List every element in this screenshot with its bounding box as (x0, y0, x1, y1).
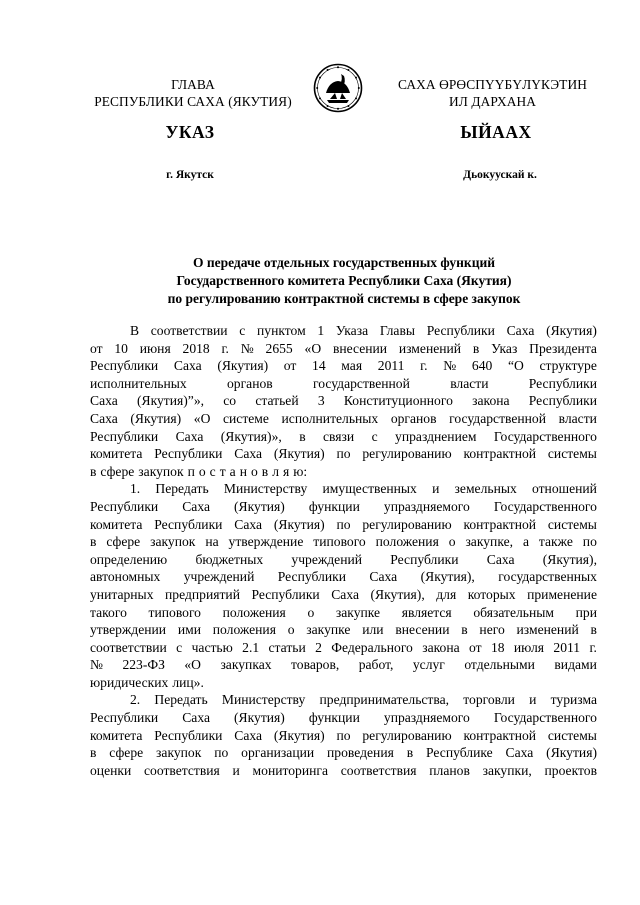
body-word: государственной (449, 410, 547, 426)
body-word: государственной (313, 375, 410, 391)
body-word: 3 (317, 393, 325, 409)
body-word: № (240, 340, 254, 356)
body-word: внесении (395, 622, 450, 638)
body-word: видами (554, 657, 597, 673)
body-word: соответствии (150, 323, 228, 338)
body-word: июня (139, 340, 171, 356)
body-word: (Якутия), (420, 569, 475, 585)
body-line (90, 639, 597, 657)
body-word: Саха (182, 498, 210, 514)
body-word: сфере (106, 534, 141, 550)
body-word: (Якутия) (130, 410, 182, 426)
body-word: власти (450, 375, 489, 391)
body-word: в (472, 340, 480, 356)
body-word: органов (390, 410, 437, 426)
body-word: пунктом (257, 323, 306, 338)
body-word: закупке (306, 622, 351, 638)
body-word: 18 (490, 639, 505, 655)
body-word: н (239, 463, 247, 479)
body-word: по (336, 446, 351, 462)
body-word: услуг (412, 657, 445, 673)
body-word: утверждении (90, 622, 167, 638)
body-word: о (448, 534, 456, 550)
body-word: (Якутия), (542, 551, 597, 567)
body-word: положения (375, 534, 439, 550)
body-word: комитета (90, 727, 143, 743)
body-line (90, 375, 597, 393)
body-word: предприятий (165, 586, 240, 602)
body-word: системы (547, 516, 597, 532)
body-word: обязательным (473, 604, 554, 620)
body-word: регулированию (362, 446, 452, 462)
body-word: предпринимательства, (319, 692, 450, 708)
body-word: а (229, 463, 236, 479)
body-word: такого (90, 604, 127, 620)
body-word: контрактной (463, 516, 537, 532)
body-word: Саха (369, 569, 398, 585)
body-word: на (205, 534, 219, 550)
body-word: которых (467, 586, 516, 602)
body-word: о (307, 604, 315, 620)
body-word: по (582, 534, 597, 550)
body-word: Саха (90, 410, 118, 426)
doc-type-right: ЫЙААХ (460, 122, 532, 142)
body-word: (Якутия)», (220, 428, 282, 444)
body-word: бюджетных (195, 551, 264, 567)
body-word: контрактной (463, 727, 537, 743)
body-word: Саха (182, 710, 210, 726)
body-word: закупках (220, 657, 272, 673)
body-line (90, 674, 597, 692)
body-word: также (538, 534, 573, 550)
body-line (90, 445, 597, 463)
body-word: а (522, 534, 529, 550)
body-word: Саха (234, 446, 263, 462)
body-line (90, 480, 597, 498)
body-word: 223-ФЗ (122, 657, 165, 673)
body-word: изменений (398, 340, 462, 356)
body-word: организации (241, 745, 315, 761)
title-line-2: Государственного комитета Республики Саха (Якутия) (176, 273, 512, 288)
body-word: и (529, 692, 537, 708)
body-word: Министерству (221, 692, 306, 708)
body-word: для (436, 586, 457, 602)
body-word: (Якутия) (273, 446, 325, 462)
body-word: системы (547, 727, 597, 743)
body-word: имущественных (322, 481, 417, 497)
body-word: «О (193, 410, 211, 426)
body-word: сфере (100, 463, 135, 479)
body-word: Саха (175, 428, 204, 444)
body-word: регулированию (362, 516, 452, 532)
body-word: 1. (130, 481, 141, 497)
body-word: положения (222, 604, 286, 620)
body-word: унитарных (90, 586, 154, 602)
body-word: 640 (471, 358, 493, 374)
body-word: закупок (156, 745, 202, 761)
body-word: упраздняемого (383, 710, 470, 726)
body-word: Указ (491, 340, 518, 356)
body-word: исполнительных (90, 375, 187, 391)
body-word: Республики (90, 498, 159, 514)
body-word: торговли (463, 692, 515, 708)
body-word: «О (304, 340, 322, 356)
body-word: применение (527, 586, 597, 602)
title-line-3: по регулированию контрактной системы в сфере закупок (167, 291, 521, 306)
body-word: (Якутия) (217, 358, 269, 374)
body-word: контрактной (463, 446, 537, 462)
body-word: учреждений (291, 551, 363, 567)
body-word: (Якутия) (234, 710, 285, 726)
header-left-line-1: ГЛАВА (171, 77, 215, 92)
body-word: г. (589, 639, 597, 655)
body-word: Республики (90, 428, 159, 444)
body-word: по (336, 727, 351, 743)
body-word: изменений (516, 622, 579, 638)
body-word: (Якутия) (273, 727, 325, 743)
body-word: Президента (529, 340, 597, 356)
body-line (90, 498, 597, 516)
body-word: учреждений (183, 569, 255, 585)
body-word: закупок (138, 463, 184, 479)
body-word: Республики (528, 375, 597, 391)
body-word: № (90, 657, 103, 673)
body-word: комитета (90, 516, 143, 532)
body-word: № (443, 358, 457, 374)
body-word: власти (558, 410, 597, 426)
body-word: типового (313, 534, 366, 550)
document-title (100, 254, 588, 308)
body-word: и (432, 481, 440, 497)
body-word: от (283, 358, 297, 374)
body-word: мая (341, 358, 363, 374)
body-line (90, 709, 597, 727)
body-word: «О (184, 657, 201, 673)
body-word: г. (221, 340, 229, 356)
body-word: Государственного (493, 498, 597, 514)
header-left-line-2: РЕСПУБЛИКИ САХА (ЯКУТИЯ) (94, 94, 292, 109)
body-line (90, 586, 597, 604)
body-word: Саха (331, 586, 359, 602)
body-word: Министерству (223, 481, 308, 497)
body-word: с (239, 323, 246, 338)
body-word: о (287, 622, 295, 638)
body-word: отдельными (464, 657, 535, 673)
body-word: Республике (426, 745, 493, 761)
body-word: в (299, 428, 306, 444)
body-line (90, 357, 597, 375)
body-word: отношений (531, 481, 597, 497)
body-word: проведения (327, 745, 394, 761)
body-word: определению (90, 551, 168, 567)
body-word: закона (422, 639, 460, 655)
coat-of-arms-icon (313, 63, 363, 113)
body-word: Саха (234, 727, 263, 743)
body-word: Республики (154, 516, 223, 532)
body-word: Республики (251, 586, 320, 602)
body-word: Государственного (493, 428, 597, 444)
body-word: Республики (154, 446, 223, 462)
body-word: государственных (498, 569, 597, 585)
body-word: 2 (315, 639, 322, 655)
body-word: “О (507, 358, 524, 374)
body-line (90, 727, 597, 745)
body-word: проектов (544, 762, 597, 778)
body-line (90, 463, 597, 481)
body-word: Республики (90, 710, 159, 726)
body-word: (Якутия) (546, 745, 597, 761)
body-word: т (219, 463, 226, 479)
body-line (90, 744, 597, 762)
body-word: работ, (358, 657, 394, 673)
body-word: о (198, 463, 206, 479)
body-word: 2011 (553, 639, 581, 655)
body-word: в (590, 622, 597, 638)
body-word: закона (472, 393, 510, 409)
body-word: (Якутия) (234, 498, 285, 514)
body-word: внесении (332, 340, 388, 356)
body-word: туризма (550, 692, 597, 708)
body-word: Передать (154, 692, 208, 708)
body-word: соответствии (90, 639, 167, 655)
body-word: ими (177, 622, 201, 638)
body-word: от (469, 639, 482, 655)
body-line (90, 340, 597, 358)
body-word: автономных (90, 569, 161, 585)
body-word: закупке, (465, 534, 514, 550)
body-word: упразднением (395, 428, 477, 444)
body-line (90, 516, 597, 534)
body-word: планов (429, 762, 470, 778)
body-word: в (261, 463, 269, 479)
body-word: Главы (379, 323, 416, 338)
body-word: типового (148, 604, 201, 620)
body-word: мониторинга (252, 762, 329, 778)
body-word: 2.1 (242, 639, 260, 655)
body-word: органов (227, 375, 273, 391)
body-word: по (214, 745, 229, 761)
body-line (90, 621, 597, 639)
body-word: (Якутия)”», (137, 393, 205, 409)
body-word: я (283, 463, 290, 479)
body-word: товаров, (291, 657, 340, 673)
body-word: 14 (312, 358, 326, 374)
body-word: с (371, 428, 378, 444)
body-word: Саха (486, 551, 515, 567)
body-word: по (336, 516, 351, 532)
doc-type-left: УКАЗ (165, 122, 215, 142)
body-word: 2011 (377, 358, 405, 374)
body-word: системе (222, 410, 269, 426)
body-word: утверждение (228, 534, 304, 550)
body-word: или (362, 622, 384, 638)
body-word: с (176, 639, 183, 655)
body-word: Государственного (493, 710, 597, 726)
body-word: с (209, 463, 216, 479)
body-word: (Якутия) (273, 516, 325, 532)
document-body (90, 322, 597, 779)
body-word: Указа (335, 323, 369, 338)
body-line (90, 568, 597, 586)
body-word: соответствия (340, 762, 417, 778)
body-word: Республики (90, 358, 159, 374)
body-word: со (223, 393, 237, 409)
body-word: Саха (505, 745, 534, 761)
body-word: В (130, 323, 140, 338)
body-word: сфере (109, 745, 144, 761)
body-word: структуре (539, 358, 597, 374)
body-word: Республики (426, 323, 495, 338)
body-word: закупок (150, 534, 196, 550)
body-word: в (90, 745, 97, 761)
header-right-line-2: ИЛ ДАРХАНА (448, 94, 537, 109)
body-word: земельных (454, 481, 517, 497)
body-word: Саха (234, 516, 263, 532)
body-word: закупки, (482, 762, 532, 778)
body-word: в (90, 534, 97, 550)
body-word: г. (420, 358, 428, 374)
header-right-line-1: САХА ӨРӨСПҮҮБҮЛҮКЭТИН (397, 77, 588, 92)
title-line-1: О передаче отдельных государственных функций (192, 255, 496, 270)
body-word: частью (191, 639, 233, 655)
body-word: п (187, 463, 195, 479)
body-line (90, 322, 597, 340)
body-line (90, 762, 597, 780)
body-word: л (272, 463, 280, 479)
body-word: Республики (277, 569, 346, 585)
body-word: Саха (506, 323, 535, 338)
body-word: положения (212, 622, 276, 638)
body-word: связи (323, 428, 355, 444)
body-word: и (232, 762, 240, 778)
body-word: 1 (317, 323, 325, 338)
body-word: Республики (154, 727, 223, 743)
body-word: является (401, 604, 452, 620)
header-left (88, 76, 298, 110)
body-word: закупке (335, 604, 381, 620)
body-word: Конституционного (343, 393, 453, 409)
body-word: юридических (90, 674, 169, 690)
body-word: при (575, 604, 597, 620)
body-word: в (90, 463, 97, 479)
place-right: Дьокуускай к. (463, 169, 537, 181)
header-right (385, 76, 600, 110)
body-word: Республики (528, 393, 597, 409)
body-word: функции (308, 710, 360, 726)
body-line (90, 533, 597, 551)
body-word: системы (547, 446, 597, 462)
body-word: в (461, 622, 468, 638)
body-word: исполнительных (281, 410, 379, 426)
place-left: г. Якутск (166, 169, 214, 181)
body-word: ю: (293, 463, 308, 479)
body-line (90, 551, 597, 569)
body-word: Федерального (331, 639, 413, 655)
body-word: статьей (255, 393, 299, 409)
body-line (90, 392, 597, 410)
body-word: в (406, 745, 414, 761)
body-word: Передать (155, 481, 209, 497)
body-word: комитета (90, 446, 143, 462)
body-word: июля (513, 639, 545, 655)
body-word: Саха (90, 393, 118, 409)
body-word: Саха (173, 358, 202, 374)
body-word: 2. (130, 692, 141, 708)
body-word: функции (308, 498, 360, 514)
body-word: Республики (390, 551, 459, 567)
body-word: статьи (268, 639, 306, 655)
body-word: 10 (114, 340, 128, 356)
body-word: о (251, 463, 258, 479)
body-word: соответствия (144, 762, 220, 778)
body-line (90, 604, 597, 622)
body-word: (Якутия) (546, 323, 597, 338)
body-word: 2018 (182, 340, 210, 356)
body-word: от (90, 340, 103, 356)
body-word: регулированию (362, 727, 452, 743)
body-word: 2655 (265, 340, 293, 356)
body-word: оценки (90, 762, 132, 778)
body-line (90, 428, 597, 446)
body-word: упраздняемого (383, 498, 470, 514)
body-word: лиц». (172, 674, 204, 690)
body-line (90, 410, 597, 428)
body-word: (Якутия), (370, 586, 425, 602)
body-line (90, 656, 597, 674)
body-word: него (479, 622, 505, 638)
body-line (90, 691, 597, 709)
